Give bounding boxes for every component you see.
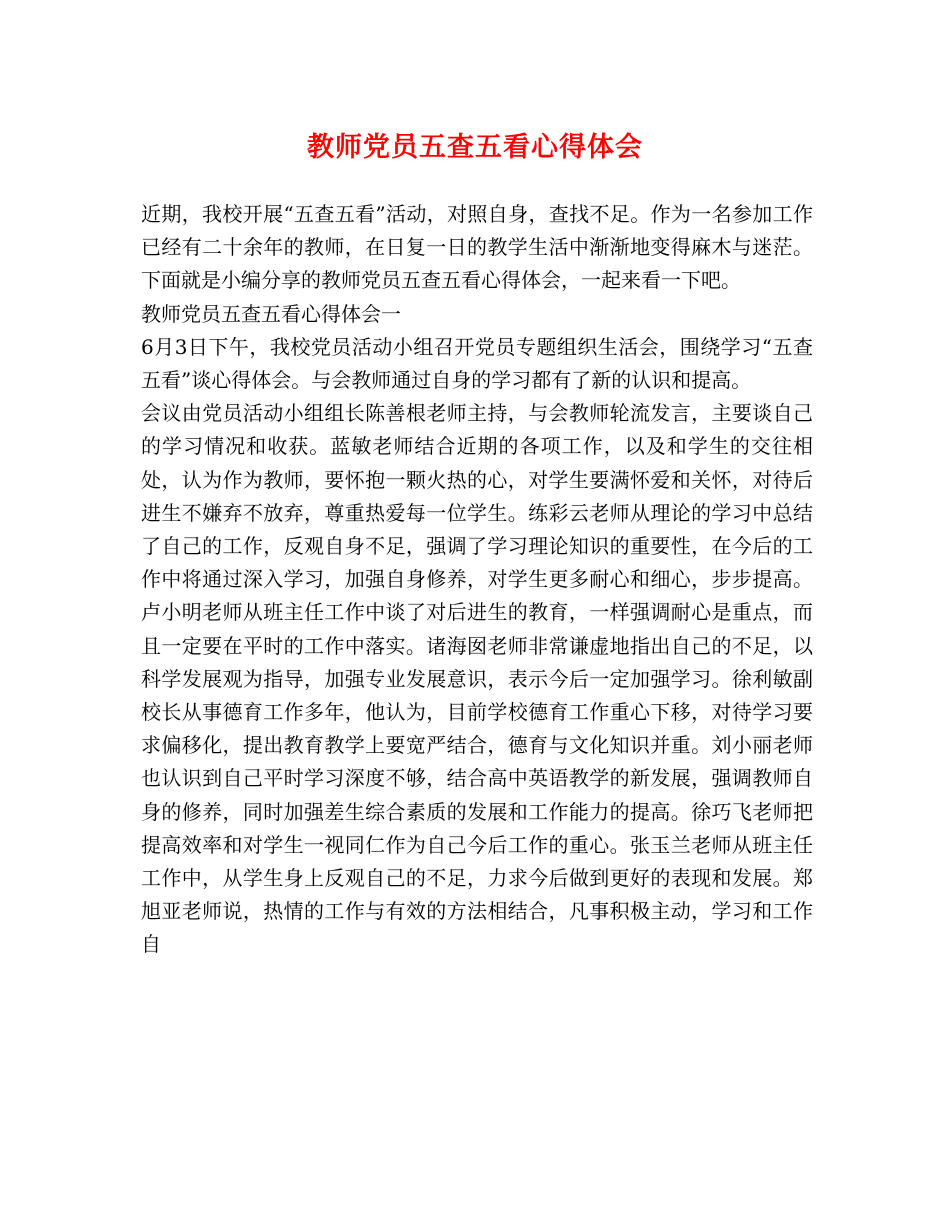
document-title: 教师党员五查五看心得体会 bbox=[307, 132, 643, 163]
paragraph-meeting: 6月3日下午，我校党员活动小组召开党员专题组织生活会，围绕学习“五查五看”谈心得体会。与会教师通过自身的学习都有了新的认识和提高。 bbox=[141, 334, 813, 393]
paragraph-intro: 近期，我校开展“五查五看”活动，对照自身，查找不足。作为一名参加工作已经有二十余年的教师，在日复一日的教学生活中渐渐地变得麻木与迷茫。下面就是小编分享的教师党员五查五看心得体会，一起来看一下吧。 bbox=[141, 202, 813, 293]
paragraph-discussion: 会议由党员活动小组组长陈善根老师主持，与会教师轮流发言，主要谈自己的学习情况和收获。蓝敏老师结合近期的各项工作，以及和学生的交往相处，认为作为教师，要怀抱一颗火热的心，对学生要满怀爱和关怀，对待后进生不嫌弃不放弃，尊重热爱每一位学生。练彩云老师从理论的学习中总结了自己的工作，反观自身不足，强调了学习理论知识的重要性，在今后的工作中将通过深入学习，加强自身修养，对学生更多耐心和细心，步步提高。卢小明老师从班主任工作中谈了对后进生的教育，一样强调耐心是重点，而且一定要在平时的工作中落实。诸海囡老师非常谦虚地指出自己的不足，以科学发展观为指导，加强专业发展意识，表示今后一定加强学习。徐利敏副校长从事德育工作多年，他认为，目前学校德育工作重心下移，对待学习要求偏移化，提出教育教学上要宽严结合，德育与文化知识并重。刘小丽老师也认识到自己平时学习深度不够，结合高中英语教学的新发展，强调教师自身的修养，同时加强差生综合素质的发展和工作能力的提高。徐巧飞老师把提高效率和对学生一视同仁作为自己今后工作的重心。张玉兰老师从班主任工作中，从学生身上反观自己的不足，力求今后做到更好的表现和发展。郑旭亚老师说，热情的工作与有效的方法相结合，凡事积极主动，学习和工作自 bbox=[141, 401, 813, 957]
document-body bbox=[141, 198, 813, 962]
section-heading: 教师党员五查五看心得体会一 bbox=[141, 301, 401, 326]
